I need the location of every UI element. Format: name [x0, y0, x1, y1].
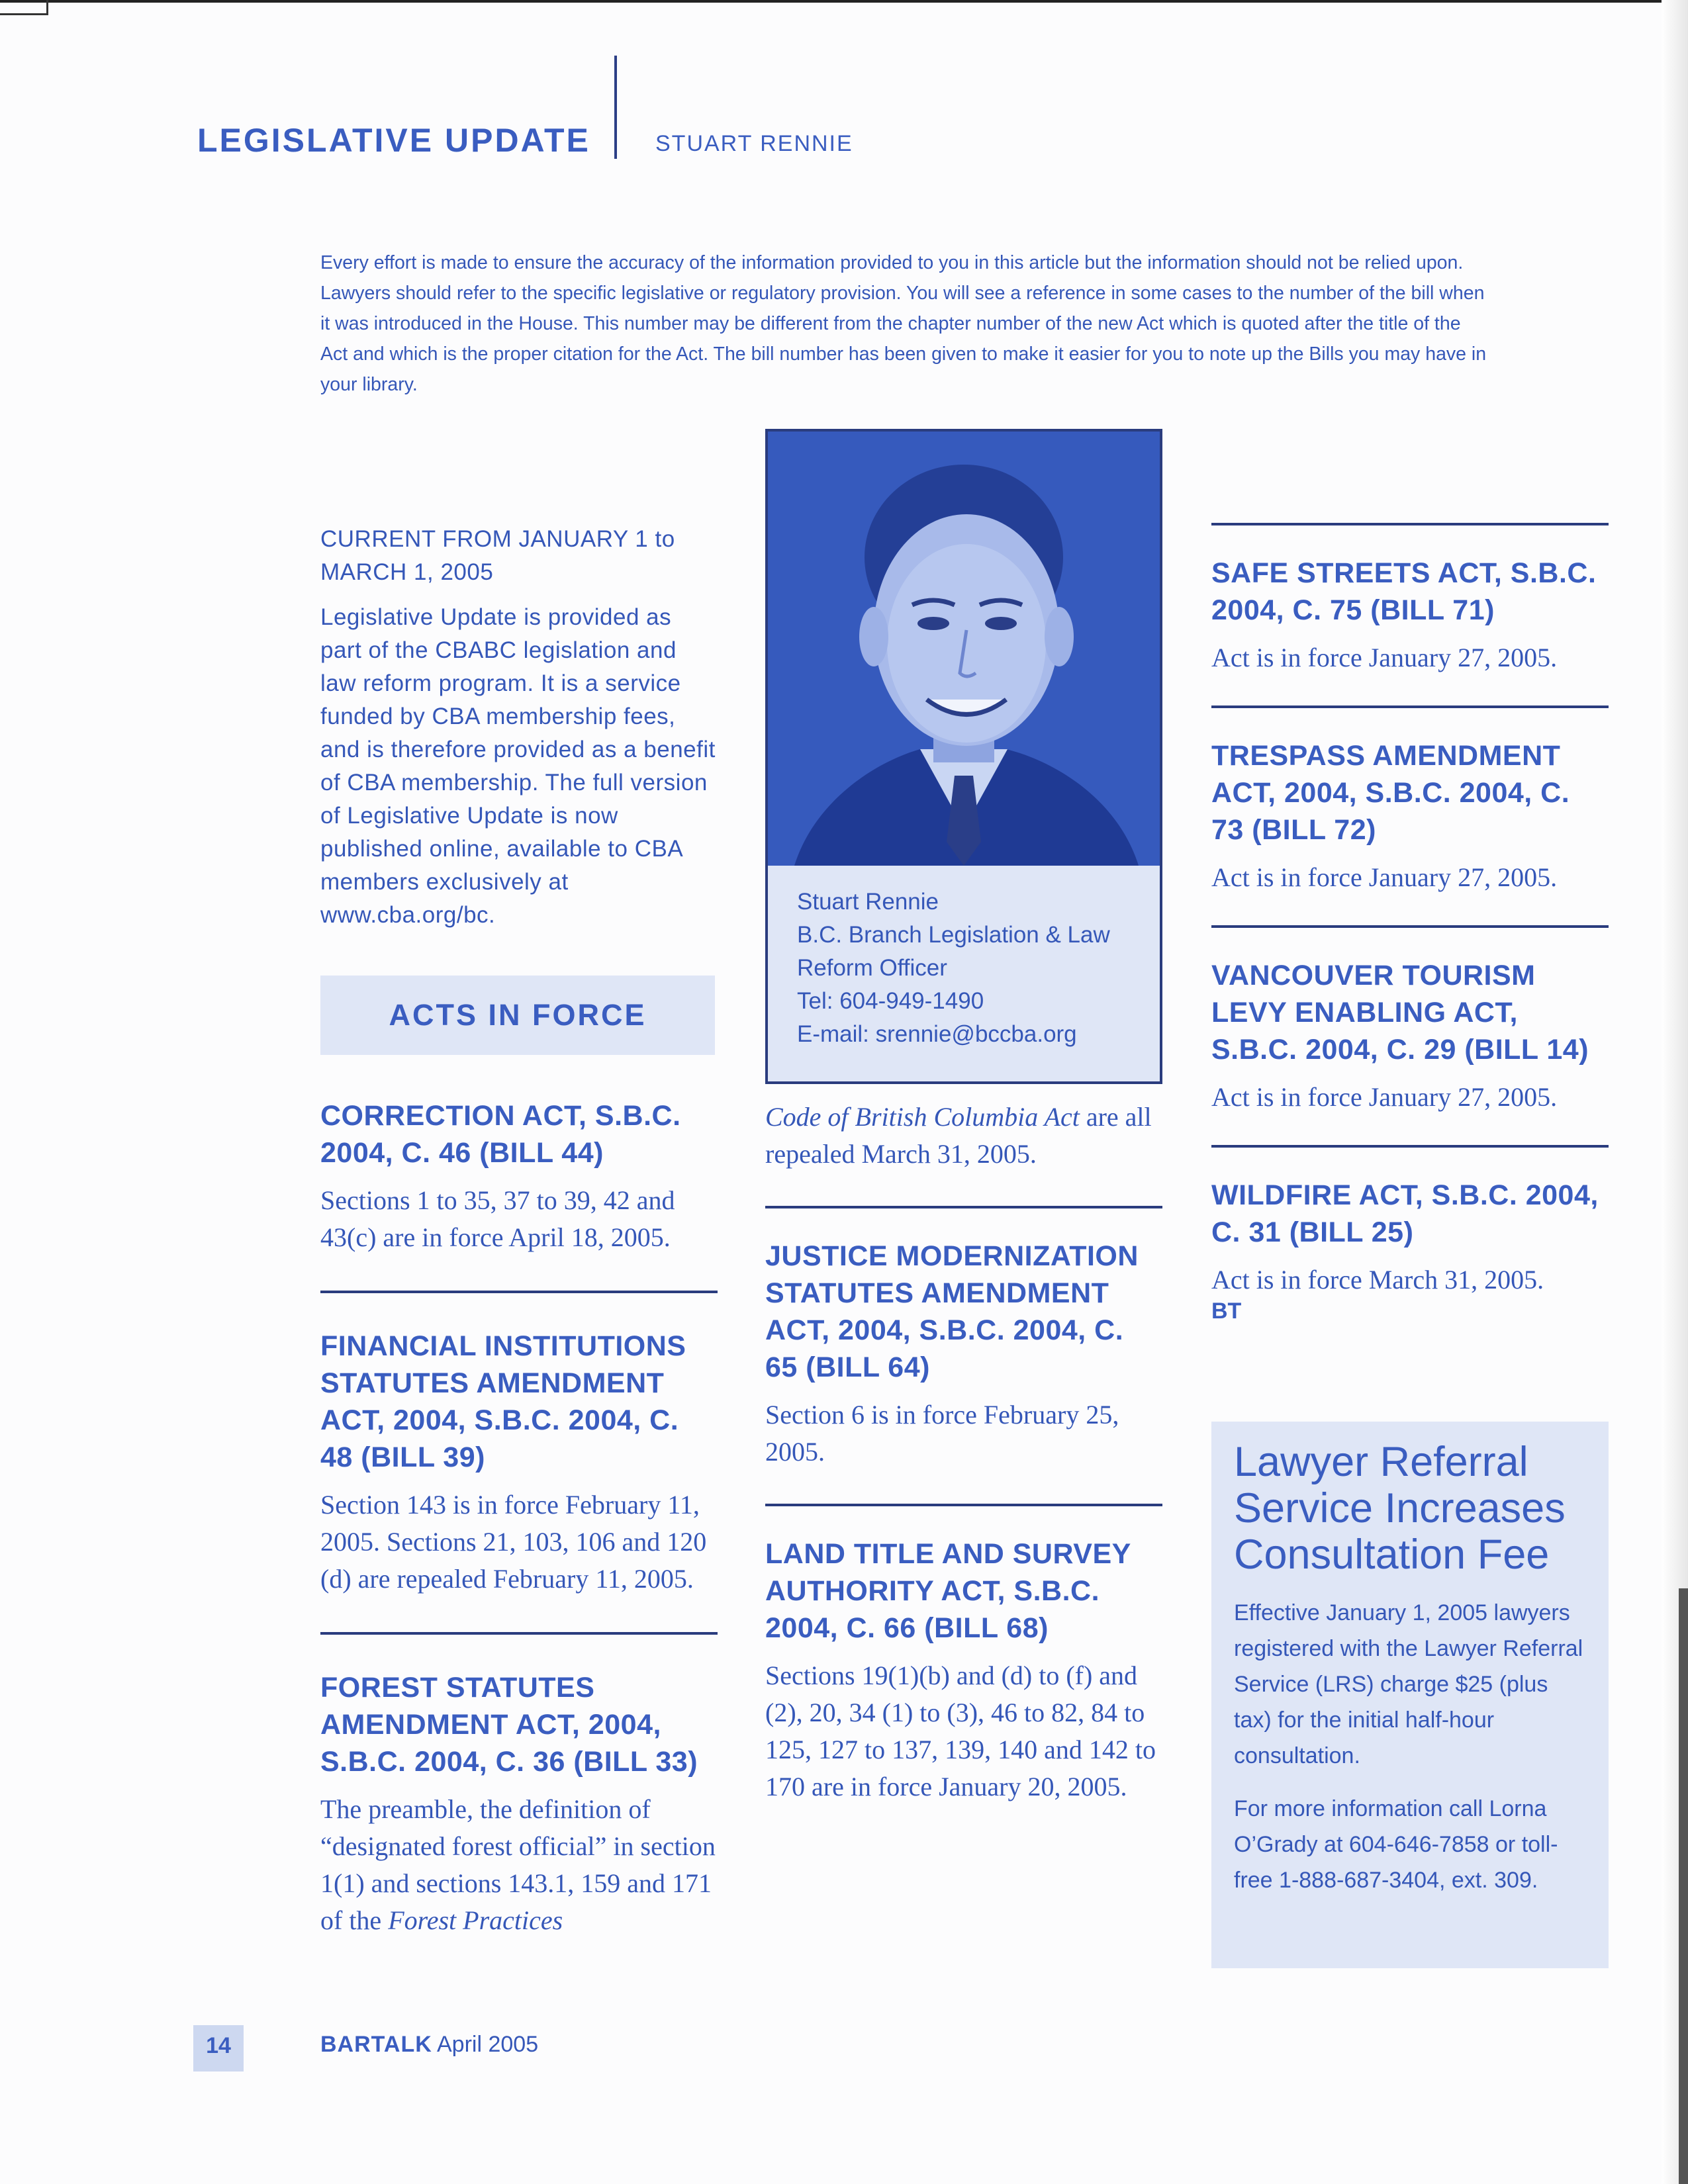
end-mark: BT	[1211, 1298, 1242, 1324]
act-status: Act is in force March 31, 2005.	[1211, 1265, 1544, 1295]
referral-paragraph: Effective January 1, 2005 lawyers registered with the Lawyer Referral Service (LRS) charge $25 (plus tax) for the initial half-hour consultation.	[1234, 1600, 1583, 1768]
scan-edge-shadow	[1679, 1588, 1688, 2184]
left-acts	[320, 1097, 718, 1939]
caption-role: B.C. Branch Legislation & Law	[797, 922, 1110, 948]
left-column	[320, 516, 718, 932]
referral-contact: For more information call Lorna O’Grady at 604-646-7858 or toll-free 1-888-687-3404, ext. 309.	[1234, 1796, 1558, 1893]
acts-in-force-banner	[320, 976, 715, 1055]
referral-sidebar	[1211, 1422, 1609, 1968]
author-photo-box	[765, 429, 1162, 1084]
referral-title: Lawyer Referral Service Increases Consultation Fee	[1234, 1439, 1566, 1578]
act-title: FOREST STATUTES AMENDMENT ACT, 2004, S.B.C. 2004, C. 36 (BILL 33)	[320, 1672, 698, 1778]
act-status: Sections 19(1)(b) and (d) to (f) and (2), 20, 34 (1) to (3), 46 to 82, 84 to 125, 127 to 137, 139, 140 and 142 to 170 are in force January 20, 2005.	[765, 1661, 1156, 1801]
continuation-text	[765, 1099, 1162, 1173]
caption-email: E-mail: srennie@bccba.org	[797, 1021, 1077, 1047]
act-name-italic: Code of British Columbia Act	[765, 1102, 1080, 1132]
author-caption	[797, 886, 1110, 1051]
scan-corner-mark	[0, 0, 48, 15]
act-title: FINANCIAL INSTITUTIONS STATUTES AMENDMENT ACT, 2004, S.B.C. 2004, C. 48 (BILL 39)	[320, 1330, 686, 1473]
program-description: Legislative Update is provided as part of the CBABC legislation and law reform program. It is a service funded by CBA membership fees, and is therefore provided as a benefit of CBA membership. The full version of Legislative Update is now published online, available to CBA members exclusively at www.cba.org/bc.	[320, 604, 716, 928]
currency-note: CURRENT FROM JANUARY 1 to MARCH 1, 2005	[320, 526, 675, 585]
page-number: 14	[206, 2033, 231, 2058]
publication-name: BARTALK	[320, 2032, 432, 2057]
act-title: CORRECTION ACT, S.B.C. 2004, C. 46 (BILL 44)	[320, 1100, 681, 1169]
caption-role-cont: Reform Officer	[797, 955, 947, 981]
section-rule	[1211, 1145, 1609, 1148]
scan-edge-top	[0, 0, 1688, 3]
referral-body	[1234, 1595, 1591, 1915]
caption-phone: Tel: 604-949-1490	[797, 988, 984, 1014]
act-status: Act is in force January 27, 2005.	[1211, 862, 1558, 892]
act-status	[320, 1791, 718, 1939]
continuation-rest: are all repealed March 31, 2005.	[765, 1102, 1152, 1169]
issue-date: April 2005	[437, 2032, 539, 2057]
author-name: STUART RENNIE	[655, 131, 853, 156]
act-title: TRESPASS AMENDMENT ACT, 2004, S.B.C. 2004, C. 73 (BILL 72)	[1211, 740, 1570, 846]
act-title: JUSTICE MODERNIZATION STATUTES AMENDMENT ACT, 2004, S.B.C. 2004, C. 65 (BILL 64)	[765, 1240, 1139, 1383]
act-title: VANCOUVER TOURISM LEVY ENABLING ACT, S.B.C. 2004, C. 29 (BILL 14)	[1211, 960, 1589, 1066]
acts-in-force-heading: ACTS IN FORCE	[389, 998, 647, 1032]
act-status: Act is in force January 27, 2005.	[1211, 1082, 1558, 1112]
section-rule	[320, 1291, 718, 1293]
act-status: Section 143 is in force February 11, 2005. Sections 21, 103, 106 and 120 (d) are repealed February 11, 2005.	[320, 1490, 707, 1594]
portrait-illustration	[768, 432, 1160, 866]
section-title: LEGISLATIVE UPDATE	[197, 122, 590, 159]
section-rule	[1211, 523, 1609, 525]
right-column	[1211, 523, 1609, 1324]
section-rule	[1211, 705, 1609, 708]
disclaimer-paragraph: Every effort is made to ensure the accuracy of the information provided to you in this article but the information should not be relied upon. Lawyers should refer to the specific legislative or regulatory provision. You will see a reference in some cases to the number of the bill when it was introduced in the House. This number may be different from the chapter number of the new Act which is quoted after the title of the Act and which is the proper citation for the Act. The bill number has been given to make it easier for you to note up the Bills you may have in your library.	[320, 252, 1487, 395]
act-status: Act is in force January 27, 2005.	[1211, 643, 1558, 672]
middle-column	[765, 1099, 1162, 1805]
section-rule	[320, 1632, 718, 1635]
act-title: WILDFIRE ACT, S.B.C. 2004, C. 31 (BILL 25)	[1211, 1179, 1599, 1248]
act-status: Section 6 is in force February 25, 2005.	[765, 1400, 1119, 1467]
header-divider	[614, 56, 617, 159]
caption-name: Stuart Rennie	[797, 889, 939, 915]
section-rule	[1211, 925, 1609, 928]
act-title: LAND TITLE AND SURVEY AUTHORITY ACT, S.B.C. 2004, C. 66 (BILL 68)	[765, 1538, 1131, 1644]
act-title: SAFE STREETS ACT, S.B.C. 2004, C. 75 (BILL 71)	[1211, 557, 1597, 626]
section-rule	[765, 1206, 1162, 1208]
act-status-text: The preamble, the definition of “designated forest official” in section 1(1) and sections 143.1, 159 and 171 of the	[320, 1794, 716, 1935]
act-name-italic: Forest Practices	[388, 1905, 563, 1935]
act-status: Sections 1 to 35, 37 to 39, 42 and 43(c) are in force April 18, 2005.	[320, 1185, 675, 1252]
author-portrait	[768, 432, 1160, 866]
section-rule	[765, 1504, 1162, 1506]
